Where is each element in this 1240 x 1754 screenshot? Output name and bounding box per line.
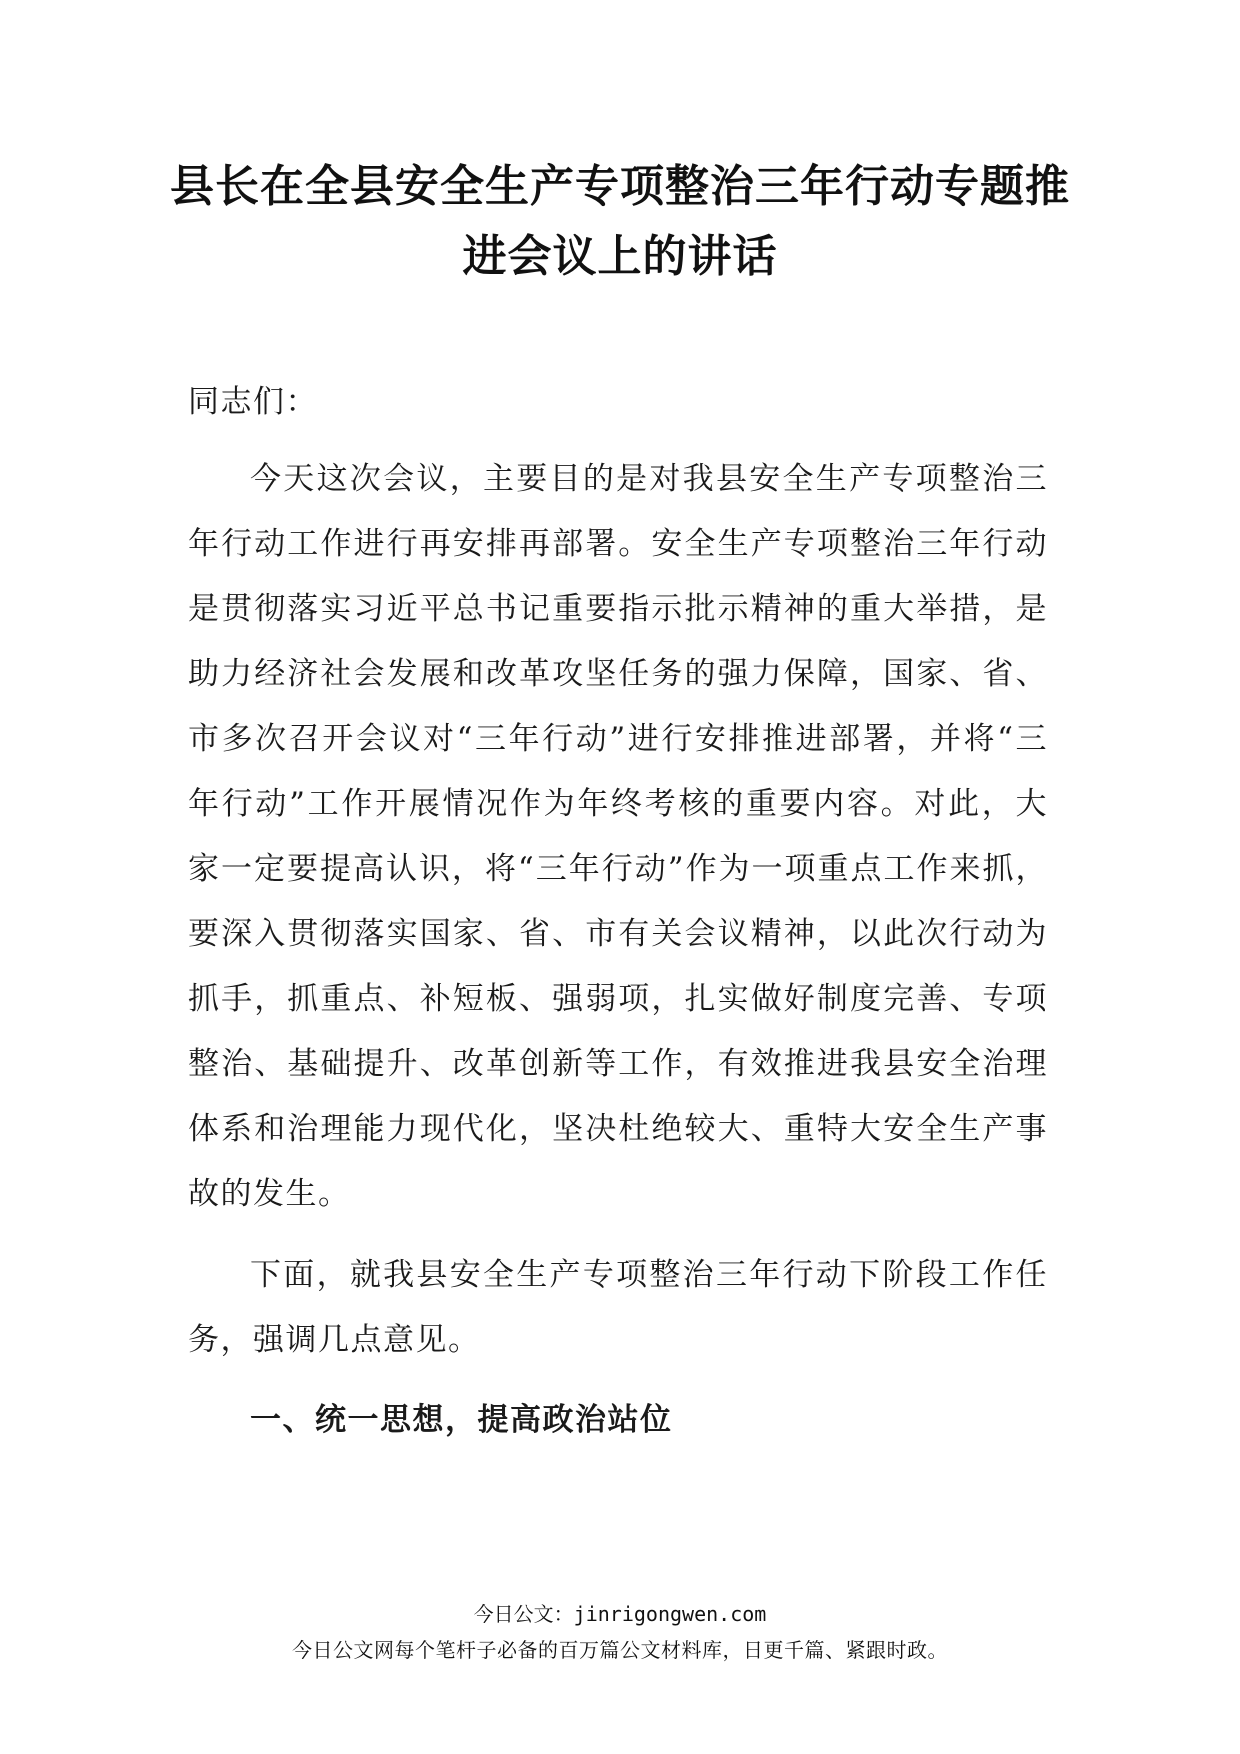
document-title: 县长在全县安全生产专项整治三年行动专题推进会议上的讲话 <box>170 161 1070 282</box>
footer-site-line <box>0 1598 1240 1627</box>
paragraph-transition: 下面，就我县安全生产专项整治三年行动下阶段工作任务，强调几点意见。 <box>188 1257 1048 1358</box>
footer-site-url[interactable]: jinrigongwen.com <box>573 1602 767 1626</box>
footer-slogan: 今日公文网每个笔杆子必备的百万篇公文材料库，日更千篇、紧跟时政。 <box>292 1638 948 1662</box>
paragraph-intro: 今天这次会议，主要目的是对我县安全生产专项整治三年行动工作进行再安排再部署。安全生产专项整治三年行动是贯彻落实习近平总书记重要指示批示精神的重大举措，是助力经济社会发展和改革攻坚任务的强力保障，国家、省、市多次召开会议对“三年行动”进行安排推进部署，并将“三年行动”工作开展情况作为年终考核的重要内容。对此，大家一定要提高认识，将“三年行动”作为一项重点工作来抓，要深入贯彻落实国家、省、市有关会议精神，以此次行动为抓手，抓重点、补短板、强弱项，扎实做好制度完善、专项整治、基础提升、改革创新等工作，有效推进我县安全治理体系和治理能力现代化，坚决杜绝较大、重特大安全生产事故的发生。 <box>188 461 1048 1212</box>
section-heading: 一、统一思想，提高政治站位 <box>250 1402 673 1438</box>
greeting: 同志们： <box>188 384 318 420</box>
footer-site-label: 今日公文： <box>473 1602 574 1626</box>
